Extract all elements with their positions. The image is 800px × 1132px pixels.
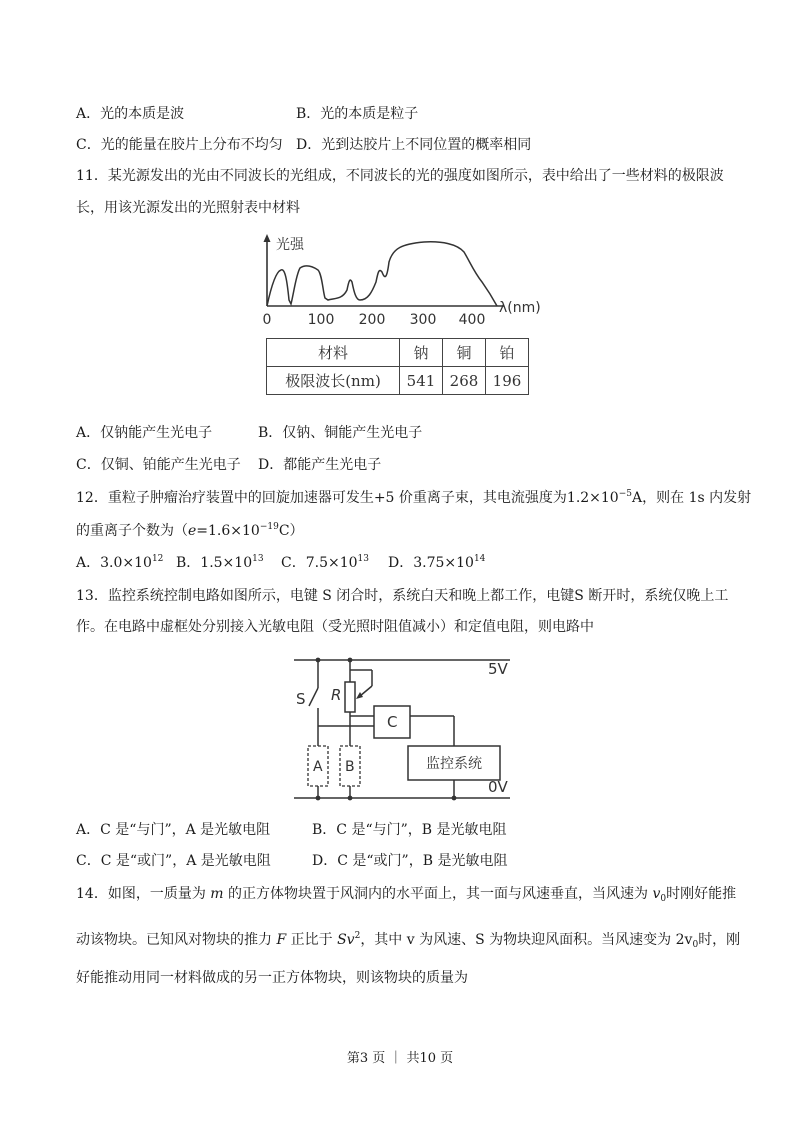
- q14-stem-line3: 好能推动用同一材料做成的另一正方体物块，则该物块的质量为: [76, 970, 468, 986]
- q13-option-b: B．C 是“与门”，B 是光敏电阻: [312, 822, 507, 838]
- table-header-row: [267, 339, 529, 367]
- table-cell: 材料: [267, 339, 400, 367]
- q12-stem-line1: 12．重粒子肿瘤治疗装置中的回旋加速器可发生+5 价重离子束，其电流强度为$1.2\times 10^{-5}A$，则在 1s 内发射: [76, 489, 752, 506]
- graph-tick-0: 0: [262, 312, 272, 328]
- table-cell: 铜: [443, 339, 486, 367]
- table-cell: 极限波长(nm): [267, 367, 400, 395]
- graph-tick-100: 100: [307, 312, 335, 328]
- page-footer: 第3 页 ｜ 共10 页: [346, 1051, 454, 1066]
- q10-option-b: B．光的本质是粒子: [296, 106, 419, 122]
- q11-option-a: A．仅钠能产生光电子: [76, 425, 213, 441]
- label-r: R: [331, 686, 342, 704]
- q12-option-a: A．$3.0\times 10^{12}$: [76, 554, 164, 571]
- q10-option-c: C．光的能量在胶片上分布不均匀: [76, 137, 283, 153]
- limit-wavelength-table: [266, 338, 529, 395]
- table-cell: 541: [400, 367, 443, 395]
- label-5v: 5V: [488, 660, 508, 678]
- q13-option-a: A．C 是“与门”，A 是光敏电阻: [76, 822, 271, 838]
- q12-stem-line2: 的重离子个数为$(e=1.6\times 10^{-19}C)$: [76, 522, 304, 539]
- q12-option-c: C．$7.5\times 10^{13}$: [281, 554, 369, 571]
- q11-stem-line2: 长，用该光源发出的光照射表中材料: [76, 200, 300, 216]
- q10-option-a: A．光的本质是波: [76, 106, 185, 122]
- q14-stem-line1: 14．如图，一质量为 m 的正方体物块置于风洞内的水平面上，其一面与风速垂直，当风速为 $v_0$时刚好能推: [76, 886, 737, 904]
- label-a: A: [313, 759, 323, 775]
- table-row: [267, 367, 529, 395]
- table-cell: 钠: [400, 339, 443, 367]
- q12-option-d: D．$3.75\times 10^{14}$: [388, 554, 486, 571]
- table-cell: 铂: [486, 339, 529, 367]
- graph-tick-300: 300: [409, 312, 437, 328]
- q12-option-b: B．$1.5\times 10^{13}$: [176, 554, 264, 571]
- graph-y-arrow: [264, 234, 271, 242]
- table-cell: 268: [443, 367, 486, 395]
- q11-option-b: B．仅钠、铜能产生光电子: [258, 425, 423, 441]
- q13-option-d: D．C 是“或门”，B 是光敏电阻: [312, 853, 508, 869]
- table-cell: 196: [486, 367, 529, 395]
- graph-tick-400: 400: [458, 312, 486, 328]
- q11-option-d: D．都能产生光电子: [258, 457, 382, 473]
- graph-tick-200: 200: [358, 312, 386, 328]
- q13-stem-line2: 作。在电路中虚框处分别接入光敏电阻（受光照时阻值减小）和定值电阻，则电路中: [76, 619, 594, 635]
- label-monitor: 监控系统: [426, 756, 482, 772]
- q10-option-d: D．光到达胶片上不同位置的概率相同: [296, 137, 532, 153]
- q13-option-c: C．C 是“或门”，A 是光敏电阻: [76, 853, 271, 869]
- q11-option-c: C．仅铜、铂能产生光电子: [76, 457, 241, 473]
- q13-stem-line1: 13．监控系统控制电路如图所示，电键 S 闭合时，系统白天和晚上都工作，电键S 断开时，系统仅晚上工: [76, 588, 729, 604]
- label-c: C: [387, 713, 398, 731]
- graph-ylabel: 光强: [276, 237, 304, 253]
- spectrum-graph: [252, 232, 552, 328]
- q14-stem-line2: 动该物块。已知风对物块的推力 F 正比于 Sv$^2$，其中 v 为风速、S 为物块迎风面积。当风速变为 $2v_0$时，刚: [76, 931, 741, 950]
- label-0v: 0V: [488, 778, 508, 796]
- q11-stem-line1: 11．某光源发出的光由不同波长的光组成，不同波长的光的强度如图所示，表中给出了一些材料的极限波: [76, 168, 724, 184]
- graph-xlabel: λ(nm): [499, 300, 541, 316]
- label-b: B: [345, 759, 355, 775]
- circuit-diagram: [290, 650, 530, 802]
- label-s: S: [296, 690, 306, 708]
